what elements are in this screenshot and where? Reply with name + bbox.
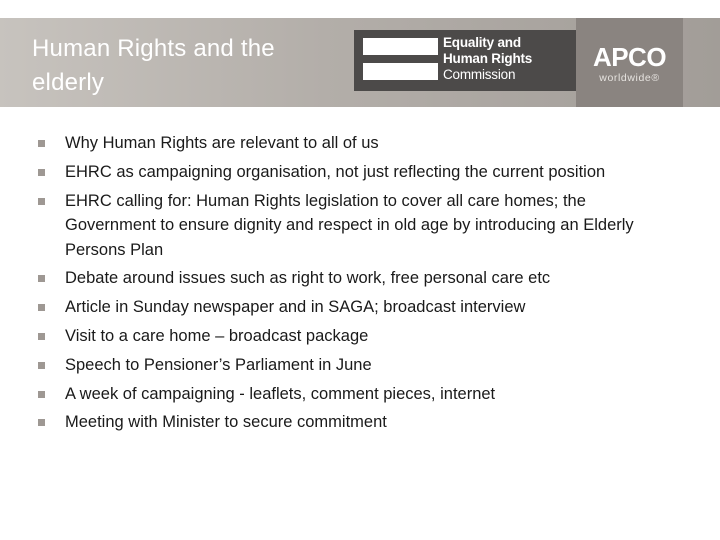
apco-logo-subtitle: worldwide®	[599, 72, 660, 84]
bullet-marker-icon	[38, 275, 45, 282]
bullet-text: EHRC calling for: Human Rights legislation to cover all care homes; the Government to ensure dignity and respect in old age by introducing an Elderly Persons Plan	[65, 191, 634, 259]
slide-title: Human Rights and the elderly	[32, 35, 275, 96]
bullet-list	[38, 131, 668, 439]
bullet-text: EHRC as campaigning organisation, not just reflecting the current position	[65, 162, 606, 181]
bullet-text: A week of campaigning - leaflets, comment pieces, internet	[65, 384, 496, 403]
bullet-item	[38, 324, 668, 349]
bullet-text: Meeting with Minister to secure commitment	[65, 413, 387, 432]
bullet-item	[38, 295, 668, 320]
bullet-marker-icon	[38, 419, 45, 426]
bullet-item	[38, 382, 668, 407]
bullet-text: Debate around issues such as right to work, free personal care etc	[65, 269, 551, 288]
bullet-item	[38, 353, 668, 378]
ehrc-logo-line-1: Equality and	[443, 35, 521, 50]
bullet-text: Article in Sunday newspaper and in SAGA; broadcast interview	[65, 298, 526, 317]
bullet-marker-icon	[38, 169, 45, 176]
apco-logo-name: APCO	[592, 42, 667, 72]
bullet-marker-icon	[38, 198, 45, 205]
bullet-text: Why Human Rights are relevant to all of us	[65, 134, 379, 152]
bullet-item	[38, 266, 668, 291]
ehrc-logo-text	[443, 35, 573, 83]
bullet-marker-icon	[38, 362, 45, 369]
bullet-marker-icon	[38, 304, 45, 311]
bullet-item	[38, 189, 668, 263]
ehrc-logo-line-2: Human Rights	[443, 51, 533, 66]
bullet-item	[38, 131, 668, 156]
bullet-text: Visit to a care home – broadcast package	[65, 326, 369, 345]
bullet-marker-icon	[38, 333, 45, 340]
bullet-item	[38, 160, 668, 185]
ehrc-logo-line-3: Commission	[443, 67, 516, 82]
apco-logo	[576, 18, 683, 107]
ehrc-logo	[354, 30, 576, 91]
bullet-text: Speech to Pensioner’s Parliament in June	[65, 355, 372, 374]
bullet-item	[38, 410, 668, 435]
bullet-marker-icon	[38, 391, 45, 398]
bullet-marker-icon	[38, 140, 45, 147]
ehrc-logo-bar-top	[363, 38, 438, 55]
ehrc-logo-bar-bottom	[363, 63, 438, 80]
